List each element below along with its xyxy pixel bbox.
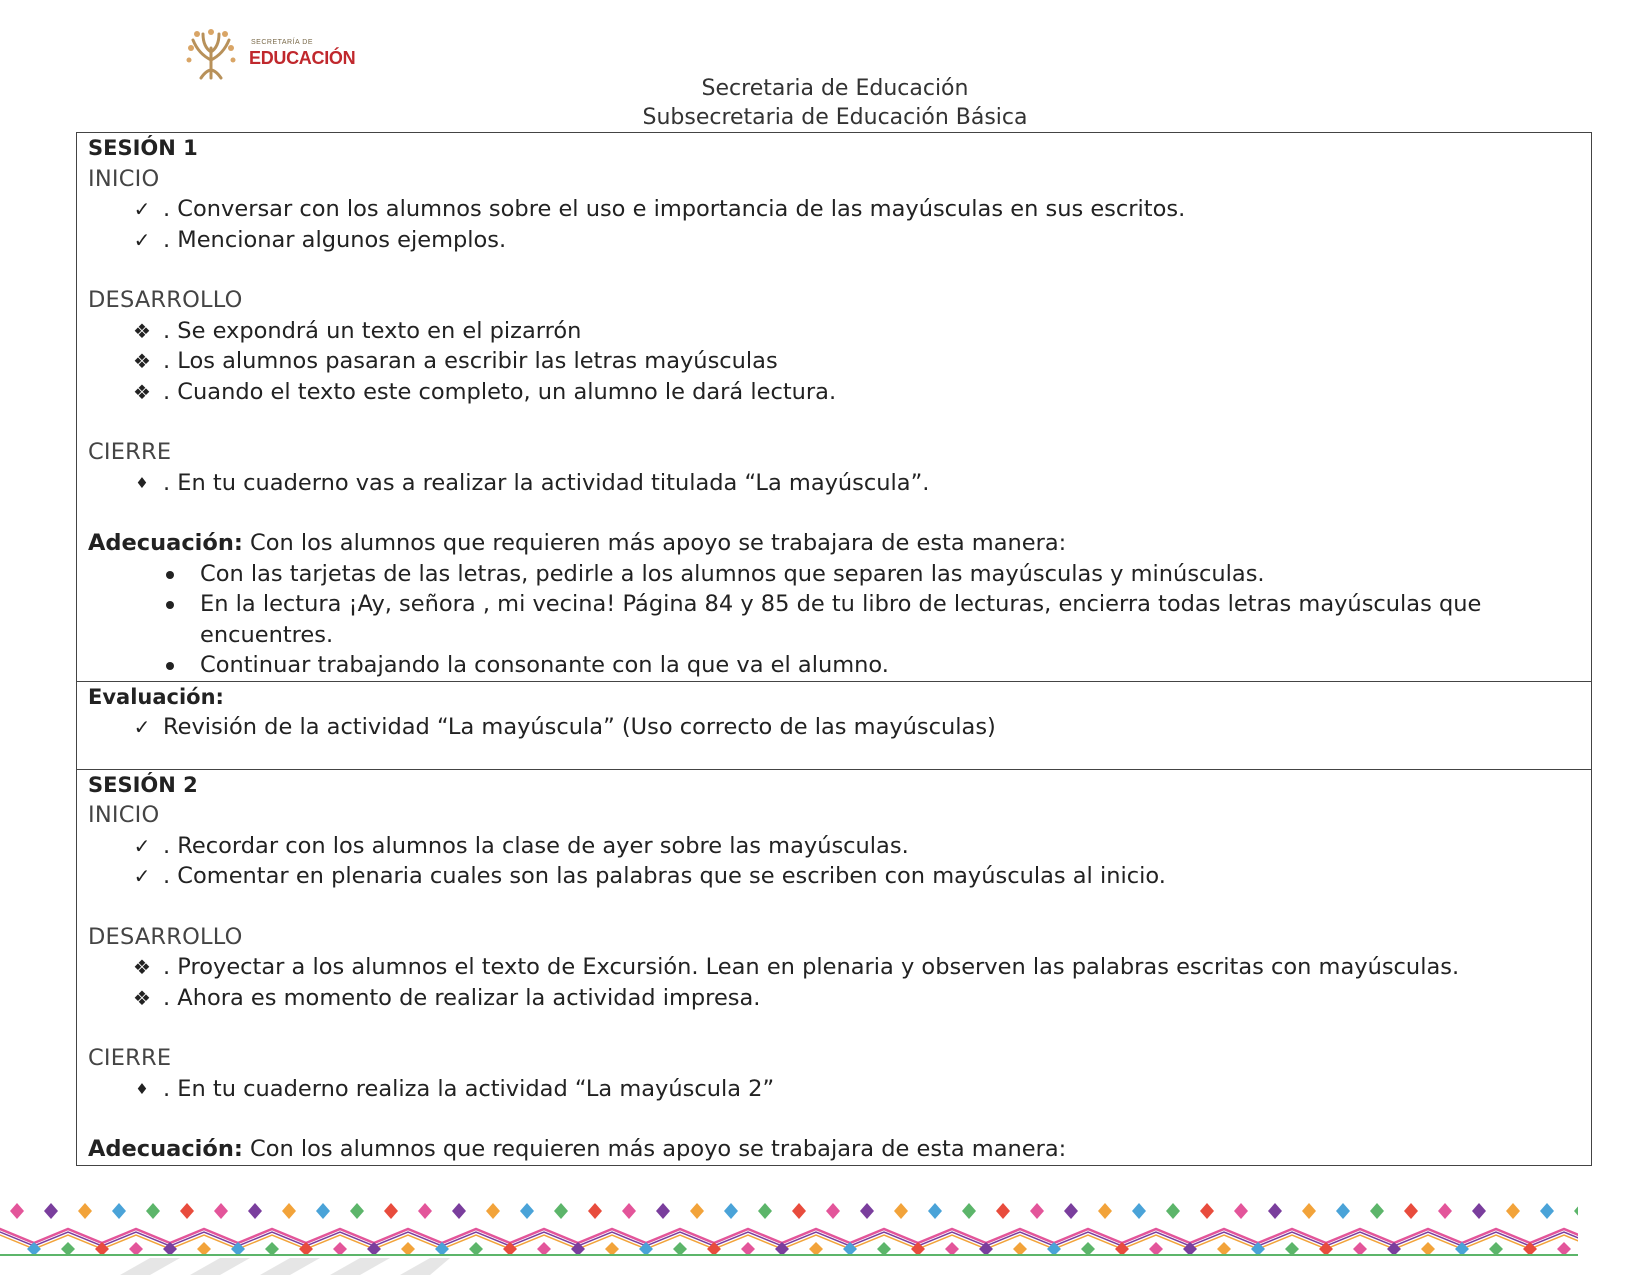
session-1-cierre-label: CIERRE	[88, 439, 172, 465]
session-2-cell	[77, 769, 1592, 1165]
flower-motif-icon	[1098, 1203, 1129, 1256]
list-item: ✓ . Conversar con los alumnos sobre el uso e importancia de las mayúsculas en sus escritos.	[88, 194, 1581, 225]
zigzag-stitch	[0, 1229, 1578, 1243]
flower-motif-icon	[418, 1203, 449, 1256]
list-item: En la lectura ¡Ay, señora , mi vecina! Página 84 y 85 de tu libro de lecturas, encierra todas letras mayúsculas que encuentres.	[200, 589, 1581, 650]
checkmark-icon: ✓	[133, 833, 151, 858]
session-2-inicio-label: INICIO	[88, 802, 160, 828]
list-item: ♦ . En tu cuaderno vas a realizar la actividad titulada “La mayúscula”.	[88, 468, 1581, 499]
flower-motif-icon	[1030, 1203, 1061, 1256]
adecuacion-label: Adecuación:	[88, 530, 243, 556]
flower-motif-icon	[690, 1203, 721, 1256]
round-bullet-icon	[166, 601, 174, 609]
session-1-adecuacion	[88, 528, 1581, 559]
four-diamond-icon: ❖	[133, 379, 151, 404]
flower-motif-icon	[486, 1203, 517, 1256]
round-bullet-icon	[166, 662, 174, 670]
evaluacion-list	[88, 712, 1581, 743]
list-item: ♦ . En tu cuaderno realiza la actividad “La mayúscula 2”	[88, 1074, 1581, 1105]
logo-big-text: EDUCACIÓN	[249, 48, 356, 68]
list-item: Continuar trabajando la consonante con la que va el alumno.	[200, 650, 1581, 681]
flower-motif-icon	[214, 1203, 245, 1256]
logo-small-text: SECRETARÍA DE	[251, 39, 313, 46]
session-1-inicio-list	[88, 194, 1581, 255]
session-2-title: SESIÓN 2	[88, 772, 198, 797]
session-2-cierre-list	[88, 1074, 1581, 1105]
four-diamond-icon: ❖	[133, 985, 151, 1010]
session-1-desarrollo-list	[88, 316, 1581, 408]
evaluacion-label: Evaluación:	[88, 684, 224, 709]
flower-motif-icon	[1302, 1203, 1333, 1256]
adecuacion-text: Con los alumnos que requieren más apoyo se trabajara de esta manera:	[242, 530, 1067, 556]
list-item: ❖ . Se expondrá un texto en el pizarrón	[88, 316, 1581, 347]
list-item: ✓ . Comentar en plenaria cuales son las palabras que se escriben con mayúsculas al inicio.	[88, 861, 1581, 892]
decorative-embroidery-band	[0, 1199, 1578, 1259]
list-item: ❖ . Cuando el texto este completo, un alumno le dará lectura.	[88, 377, 1581, 408]
header-line-2: Subsecretaria de Educación Básica	[642, 105, 1028, 130]
session-1-desarrollo-label: DESARROLLO	[88, 287, 243, 313]
flower-motif-icon	[282, 1203, 313, 1256]
flower-motif-icon	[962, 1203, 993, 1256]
flower-motif-icon	[146, 1203, 177, 1256]
list-item: ❖ . Proyectar a los alumnos el texto de Excursión. Lean en plenaria y observen las palabras escritas con mayúsculas.	[88, 952, 1581, 983]
evaluacion-cell	[77, 681, 1592, 769]
band-bottom-line	[0, 1254, 1578, 1256]
session-1-inicio-label: INICIO	[88, 165, 160, 192]
checkmark-icon: ✓	[133, 715, 151, 739]
session-1-adecuacion-list	[88, 559, 1581, 681]
list-item: ✓ . Recordar con los alumnos la clase de ayer sobre las mayúsculas.	[88, 831, 1581, 862]
adecuacion-label: Adecuación:	[88, 1136, 243, 1162]
list-item: Con las tarjetas de las letras, pedirle a los alumnos que separen las mayúsculas y minúsculas.	[200, 559, 1581, 590]
session-2-inicio-list	[88, 831, 1581, 892]
list-item: ❖ . Ahora es momento de realizar la actividad impresa.	[88, 983, 1581, 1014]
checkmark-icon: ✓	[133, 864, 151, 888]
flower-motif-icon	[1574, 1203, 1578, 1256]
four-diamond-icon: ❖	[133, 349, 151, 373]
flower-motif-icon	[78, 1203, 109, 1256]
flower-motif-icon	[1506, 1203, 1537, 1256]
flower-motif-icon	[1234, 1203, 1265, 1256]
watermark-stripes	[120, 1258, 450, 1275]
flower-motif-icon	[758, 1203, 789, 1256]
flower-motif-icon	[622, 1203, 653, 1256]
flower-motif-icon	[894, 1203, 925, 1256]
session-2-cierre-label: CIERRE	[88, 1045, 172, 1071]
flower-motif-icon	[1438, 1203, 1469, 1256]
flower-motif-icon	[554, 1203, 585, 1256]
flower-motif-icon	[1370, 1203, 1401, 1256]
list-item: ✓ . Mencionar algunos ejemplos.	[88, 225, 1581, 256]
flower-motif-icon	[10, 1203, 41, 1256]
list-item: ✓ Revisión de la actividad “La mayúscula” (Uso correcto de las mayúsculas)	[88, 712, 1581, 743]
session-1-cierre-list	[88, 468, 1581, 499]
header-line-1: Secretaria de Educación	[701, 76, 969, 101]
flower-motif-icon	[826, 1203, 857, 1256]
lesson-plan-table	[76, 132, 1592, 1166]
checkmark-icon: ✓	[133, 197, 151, 221]
flower-motif-icon	[1166, 1203, 1197, 1256]
session-2-adecuacion	[88, 1134, 1581, 1165]
document-header	[0, 74, 1650, 132]
session-1-cell	[77, 133, 1592, 682]
flower-motif-icon	[350, 1203, 381, 1256]
session-2-desarrollo-label: DESARROLLO	[88, 923, 243, 950]
session-1-title: SESIÓN 1	[88, 136, 198, 160]
session-2-desarrollo-list	[88, 952, 1581, 1013]
list-item: ❖ . Los alumnos pasaran a escribir las letras mayúsculas	[88, 346, 1581, 377]
small-diamond-icon: ♦	[135, 1079, 149, 1098]
round-bullet-icon	[166, 571, 174, 579]
four-diamond-icon: ❖	[133, 955, 151, 979]
four-diamond-icon: ❖	[133, 318, 151, 343]
small-diamond-icon: ♦	[135, 473, 149, 492]
checkmark-icon: ✓	[133, 227, 151, 252]
adecuacion-text: Con los alumnos que requieren más apoyo se trabajara de esta manera:	[242, 1136, 1067, 1162]
